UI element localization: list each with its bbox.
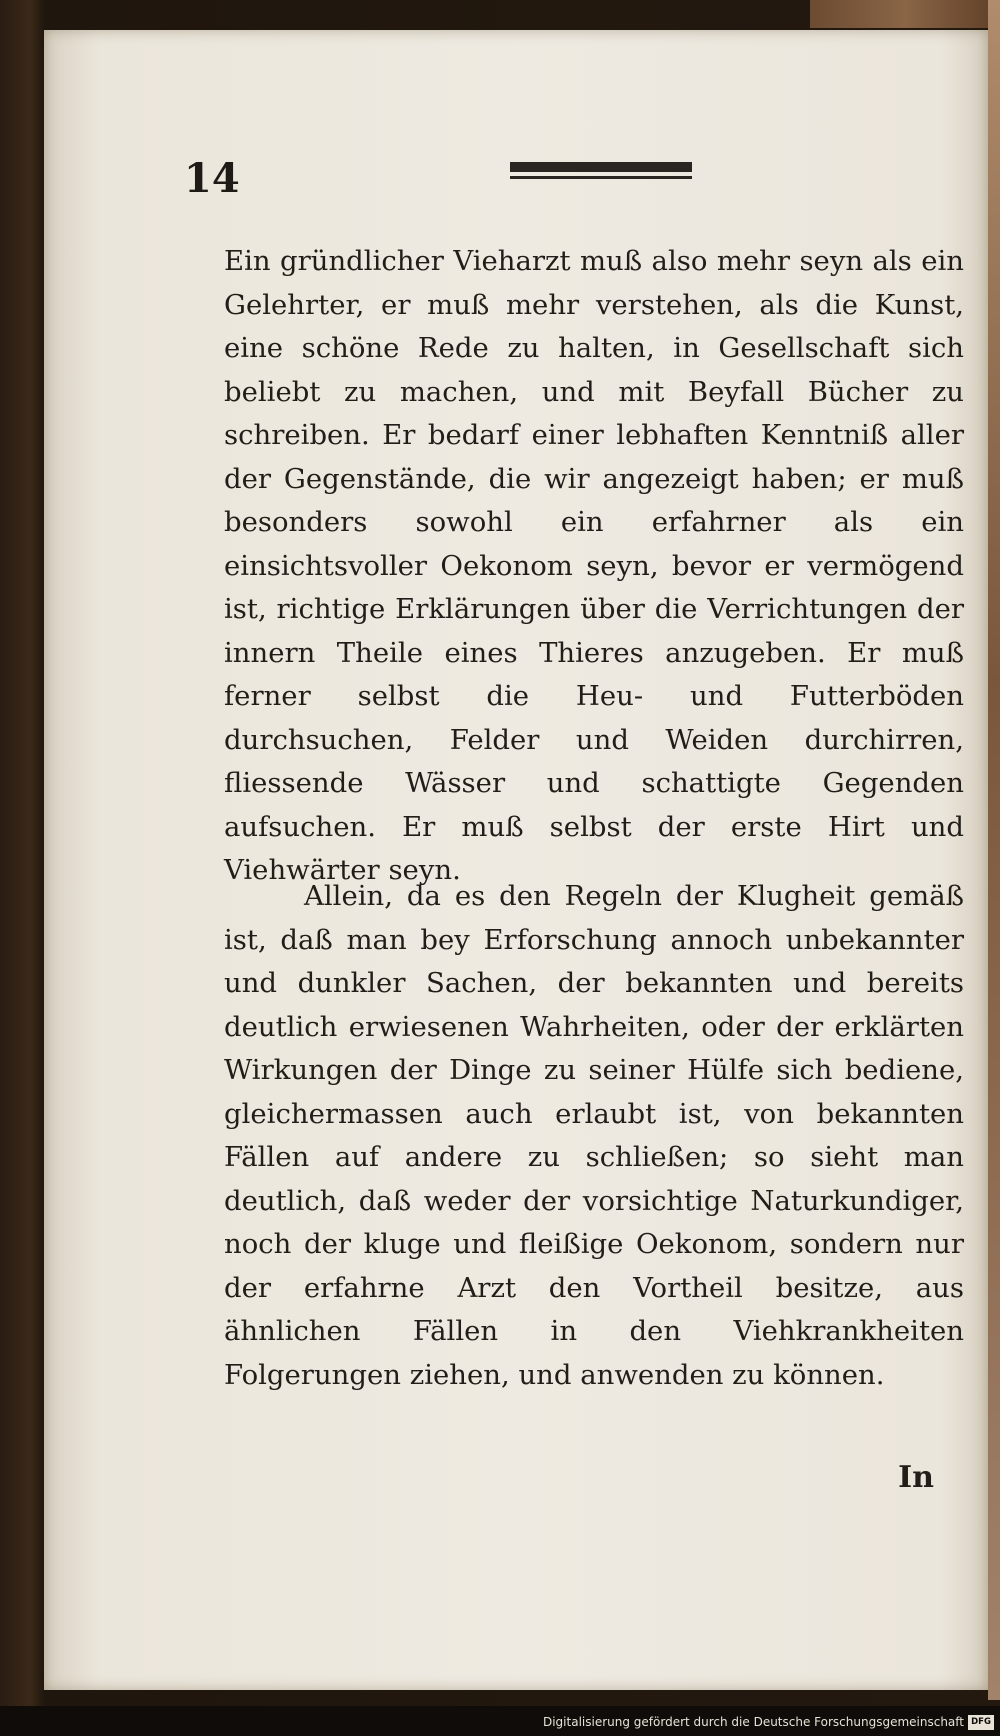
digitization-footer [0,1706,1000,1736]
book-edge-right [988,0,1000,1700]
dfg-logo-icon: DFG [968,1715,994,1730]
catchword: In [898,1460,934,1495]
header-ornament-rule [510,162,692,186]
book-edge-top [810,0,1000,28]
paragraph-1: Ein gründlicher Vieharzt muß also mehr seyn als ein Gelehrter, er muß mehr verstehen, als die Kunst, eine schöne Rede zu halten, in Gesellschaft sich beliebt zu machen, und mit Beyfall Bücher zu schreiben. Er bedarf einer lebhaften Kenntniß aller der Gegenstände, die wir angezeigt haben; er muß besonders sowohl ein erfahrner als ein einsichtsvoller Oekonom seyn, bevor er vermögend ist, richtige Erklärungen über die Verrichtungen der innern Theile eines Thieres anzugeben. Er muß ferner selbst die Heu- und Futterböden durchsuchen, Felder und Weiden durchirren, fliessende Wässer und schattigte Gegenden aufsuchen. Er muß selbst der erste Hirt und Viehwärter seyn. [224,245,964,886]
footer-credit: Digitalisierung gefördert durch die Deutsche Forschungsgemeinschaft [542,1715,964,1729]
paragraph-2: Allein, da es den Regeln der Klugheit gemäß ist, daß man bey Erforschung annoch unbekannter und dunkler Sachen, der bekannten und bereits deutlich erwiesenen Wahrheiten, oder der erklärten Wirkungen der Dinge zu seiner Hülfe sich bediene, gleichermassen auch erlaubt ist, von bekannten Fällen auf andere zu schließen; so sieht man deutlich, daß weder der vorsichtige Naturkundiger, noch der kluge und fleißige Oekonom, sondern nur der erfahrne Arzt den Vortheil besitze, aus ähnlichen Fällen in den Viehkrankheiten Folgerungen ziehen, und anwenden zu können. [224,880,964,1391]
book-page [44,30,988,1690]
page-number: 14 [184,155,240,202]
